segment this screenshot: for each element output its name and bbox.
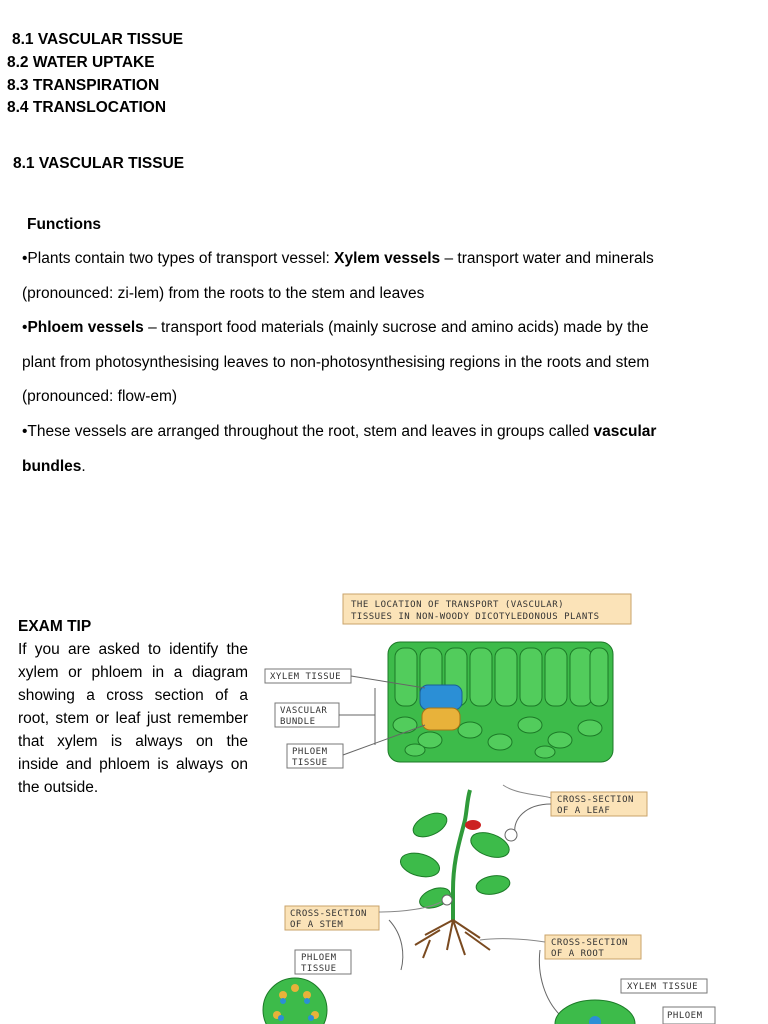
functions-subheading: Functions	[27, 216, 102, 233]
label-root-phloem: PHLOEM	[667, 1011, 703, 1021]
label-xylem-tissue: XYLEM TISSUE	[270, 672, 342, 682]
root-cross-section	[555, 1000, 635, 1024]
text: – transport food materials (mainly sucrose and amino acids) made by the	[143, 319, 649, 336]
plant-illustration	[398, 790, 517, 958]
vascular-tissue-diagram	[255, 590, 755, 1024]
paragraph-vascular-bundles	[22, 415, 762, 484]
text: •These vessels are arranged throughout the root, stem and leaves in groups called	[22, 423, 594, 440]
text: plant from photosynthesising leaves to non-photosynthesising regions in the roots and stem	[22, 353, 650, 371]
text: (pronounced: zi-lem) from the roots to the stem and leaves	[22, 284, 425, 302]
term-bundles: bundles	[22, 457, 82, 475]
stem-cross-section	[263, 978, 327, 1024]
label-root-xylem: XYLEM TISSUE	[627, 982, 699, 992]
label-cs-root-1: CROSS-SECTION	[551, 938, 628, 948]
diagram-title-line1: THE LOCATION OF TRANSPORT (VASCULAR)	[351, 600, 565, 610]
label-cs-leaf-2: OF A LEAF	[557, 806, 611, 816]
term-xylem: Xylem vessels	[334, 250, 441, 267]
label-cs-stem-1: CROSS-SECTION	[290, 909, 367, 919]
text: (pronounced: flow-em)	[22, 388, 178, 405]
roots	[415, 920, 490, 958]
text: – transport water and minerals	[440, 250, 654, 267]
label-cs-root-2: OF A ROOT	[551, 949, 605, 959]
toc-item-4[interactable]: 8.4 TRANSLOCATION	[7, 99, 167, 116]
toc-item-1[interactable]: 8.1 VASCULAR TISSUE	[12, 31, 184, 48]
label-tissue: TISSUE	[292, 758, 328, 768]
label-phloem: PHLOEM	[292, 747, 328, 757]
flower-bud	[465, 820, 481, 830]
diagram-title-line2: TISSUES IN NON-WOODY DICOTYLEDONOUS PLANTS	[351, 612, 600, 622]
label-cs-stem-2: OF A STEM	[290, 920, 344, 930]
label-stem-tissue: TISSUE	[301, 964, 337, 974]
paragraph-xylem	[22, 242, 762, 311]
label-cs-leaf-1: CROSS-SECTION	[557, 795, 634, 805]
label-vascular: VASCULAR	[280, 706, 328, 716]
leaf-cross-section	[388, 642, 613, 762]
exam-tip-title: EXAM TIP	[18, 618, 92, 635]
term-phloem: Phloem vessels	[27, 319, 144, 336]
exam-tip	[18, 615, 248, 799]
label-bundle: BUNDLE	[280, 717, 316, 727]
paragraph-phloem	[22, 311, 762, 415]
phloem-cluster	[422, 708, 460, 730]
term-vascular: vascular	[593, 423, 657, 440]
toc-item-3[interactable]: 8.3 TRANSPIRATION	[7, 77, 160, 94]
exam-tip-body: If you are asked to identify the xylem or phloem in a diagram showing a cross section of a root, stem or leaf just remember that xylem is always on the inside and phloem is always on the outside.	[18, 641, 248, 796]
text: .	[81, 457, 86, 475]
text: •Plants contain two types of transport vessel:	[22, 250, 335, 267]
label-stem-phloem: PHLOEM	[301, 953, 337, 963]
bullet: •	[22, 319, 28, 336]
section-heading: 8.1 VASCULAR TISSUE	[13, 155, 185, 172]
toc-item-2[interactable]: 8.2 WATER UPTAKE	[7, 54, 155, 71]
xylem-cluster	[420, 685, 462, 710]
